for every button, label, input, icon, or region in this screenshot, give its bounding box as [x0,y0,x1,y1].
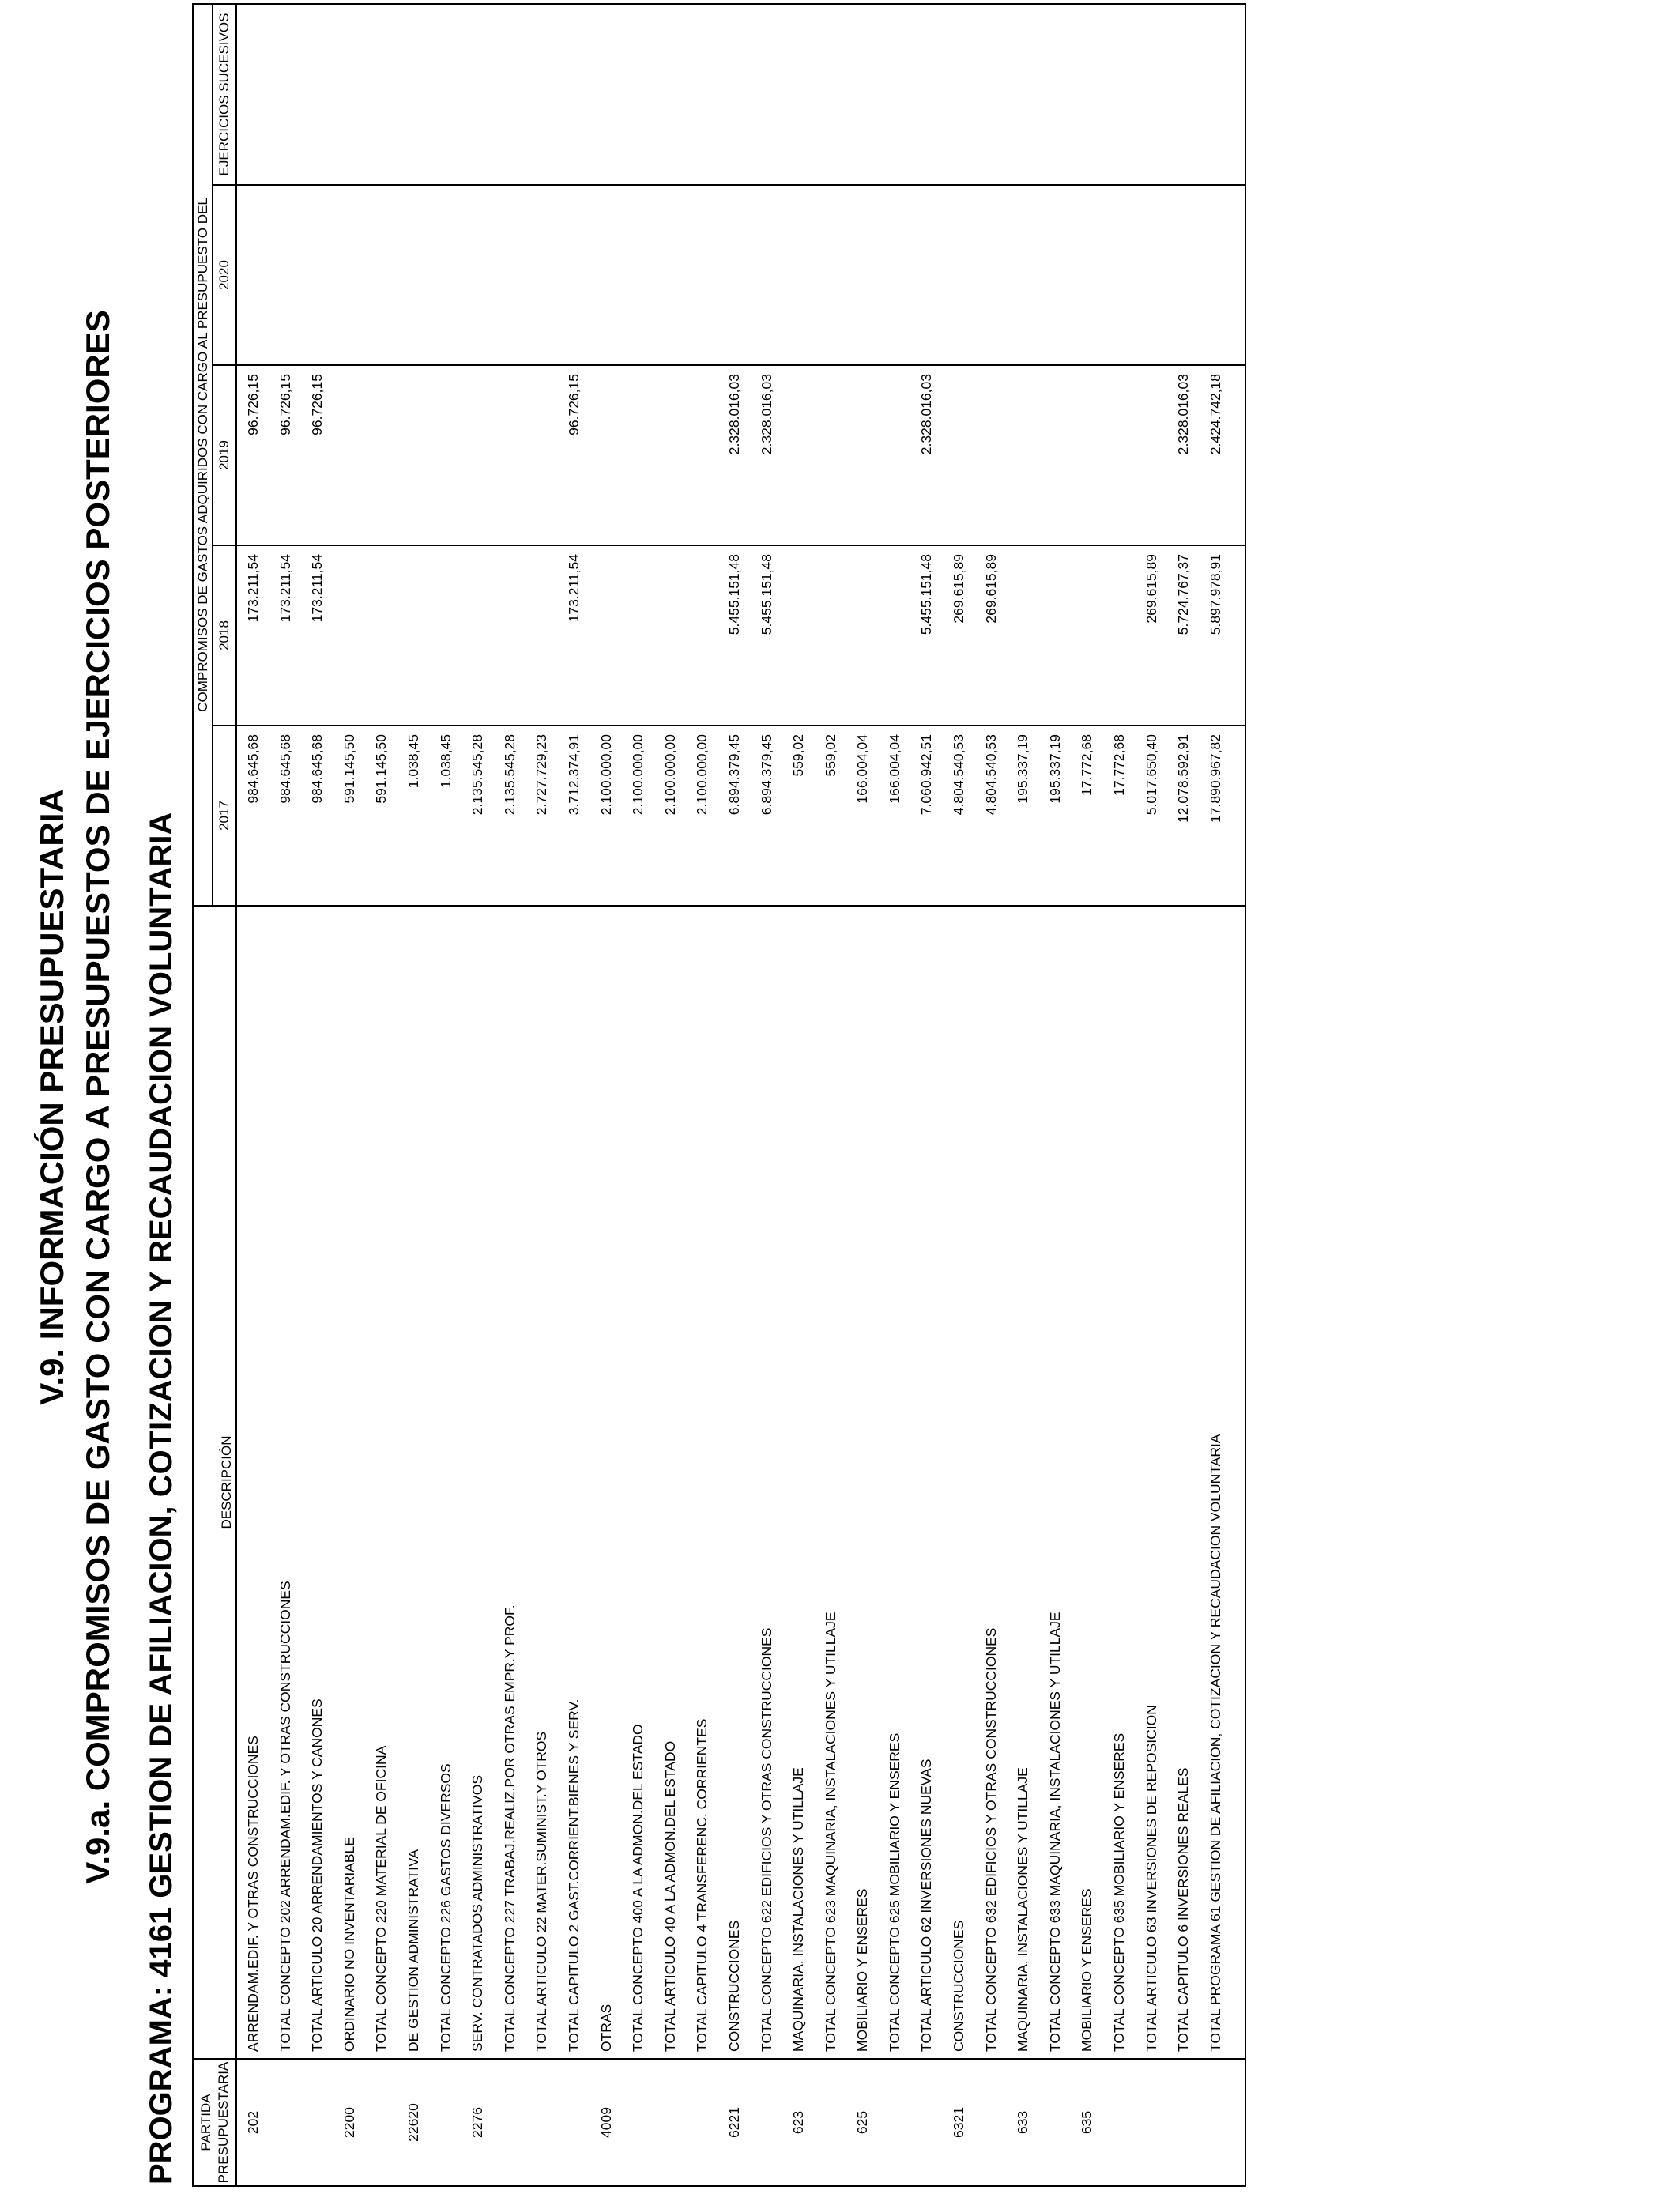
row-description: CONSTRUCCIONES [951,1920,967,2052]
amount-sucesivos [1103,5,1136,184]
amount-sucesivos [654,5,687,184]
amount-sucesivos [430,5,462,184]
partida-code [975,2060,1008,2185]
partida-code [494,2060,526,2185]
partida-code [301,2060,333,2185]
amount-2017: 166.004,04 [886,734,902,804]
amount-2018 [622,546,654,725]
amount-2019 [622,366,654,545]
amount-2018 [1039,546,1072,725]
amount-sucesivos [718,5,751,184]
row-description: TOTAL CONCEPTO 202 ARRENDAM.EDIF. Y OTRAS CONSTRUCCIONES [277,1581,293,2052]
row-description: TOTAL CONCEPTO 227 TRABAJ.REALIZ.POR OTRAS EMPR.Y PROF. [501,1604,518,2052]
amount-sucesivos [943,5,975,184]
column-2020 [236,185,1245,365]
amount-sucesivos [558,5,590,184]
header-year-2019: 2019 [213,365,236,545]
amount-2019 [815,366,847,545]
column-partida [236,2059,1245,2186]
header-year-2018: 2018 [213,545,236,726]
row-description: MAQUINARIA, INSTALACIONES Y UTILLAJE [1015,1767,1031,2052]
partida-code [525,2060,558,2185]
amount-2019 [975,366,1008,545]
amount-sucesivos [975,5,1008,184]
amount-2018 [525,546,558,725]
amount-2018: 5.897.978,91 [1207,554,1223,635]
amount-2019 [654,366,687,545]
row-description: MAQUINARIA, INSTALACIONES Y UTILLAJE [790,1767,807,2052]
row-description: TOTAL CONCEPTO 625 MOBILIARIO Y ENSERES [886,1732,902,2052]
amount-2019: 2.328.016,03 [1175,374,1192,455]
amount-2017: 559,02 [790,734,807,777]
amount-2017: 6.894.379,45 [758,734,774,816]
amount-2017: 4.804.540,53 [982,734,999,816]
amount-sucesivos [365,5,397,184]
partida-code: 22620 [405,2103,421,2142]
partida-code [1136,2060,1168,2185]
amount-2017: 7.060.942,51 [918,734,935,816]
commitments-table [192,3,1246,2187]
amount-2017: 6.894.379,45 [725,734,742,816]
amount-sucesivos [910,5,943,184]
amount-2019 [686,366,718,545]
row-description: TOTAL PROGRAMA 61 GESTION DE AFILIACION, COTIZACION Y RECAUDACION VOLUNTARIA [1207,1434,1223,2052]
row-description: TOTAL CONCEPTO 635 MOBILIARIO Y ENSERES [1111,1732,1128,2052]
amount-2019: 2.328.016,03 [918,374,935,455]
amount-2020 [910,186,943,364]
header-year-2017: 2017 [213,726,236,906]
amount-2020 [1167,186,1200,364]
amount-sucesivos [525,5,558,184]
partida-code [1103,2060,1136,2185]
amount-2018 [1071,546,1103,725]
programa-heading: PROGRAMA: 4161 GESTION DE AFILIACION, COTIZACION Y RECAUDACION VOLUNTARIA [144,812,179,2185]
amount-2019 [782,366,815,545]
column-descripcion [236,906,1245,2059]
row-description: CONSTRUCCIONES [725,1920,742,2052]
partida-code: 635 [1079,2110,1095,2135]
amount-sucesivos [1167,5,1200,184]
amount-2017: 17.772,68 [1111,734,1128,796]
amount-2017: 195.337,19 [1015,734,1031,804]
partida-code [558,2060,590,2185]
amount-2017: 2.100.000,00 [661,734,678,816]
amount-sucesivos [1136,5,1168,184]
amount-2019: 2.328.016,03 [758,374,774,455]
amount-2019 [525,366,558,545]
partida-code: 202 [245,2110,261,2135]
amount-2018 [686,546,718,725]
amount-2017: 2.100.000,00 [630,734,646,816]
amount-2020 [622,186,654,364]
row-description: TOTAL CAPITULO 4 TRANSFERENC. CORRIENTES [694,1718,710,2052]
partida-code: 2276 [469,2107,486,2138]
amount-2019: 96.726,15 [565,374,582,435]
amount-sucesivos [301,5,333,184]
amount-2020 [654,186,687,364]
amount-2018: 269.615,89 [1143,554,1159,624]
partida-code [879,2060,911,2185]
amount-2018 [782,546,815,725]
amount-sucesivos [237,5,269,184]
amount-2018 [590,546,623,725]
amount-2018: 269.615,89 [982,554,999,624]
amount-2019 [1136,366,1168,545]
amount-2019 [1071,366,1103,545]
amount-2018 [1103,546,1136,725]
amount-2018 [879,546,911,725]
amount-2020 [879,186,911,364]
amount-2019: 2.424.742,18 [1207,374,1223,455]
amount-2019: 2.328.016,03 [725,374,742,455]
amount-2019 [1103,366,1136,545]
partida-code [654,2060,687,2185]
partida-code [269,2060,302,2185]
amount-2017: 2.727.729,23 [533,734,550,816]
amount-2017: 591.145,50 [373,734,390,804]
amount-2020 [782,186,815,364]
amount-2017: 195.337,19 [1046,734,1063,804]
amount-2018: 5.455.151,48 [758,554,774,635]
row-description: SERV. CONTRATADOS ADMINISTRATIVOS [469,1774,486,2052]
partida-code [430,2060,462,2185]
amount-2019 [1007,366,1039,545]
column-2018 [236,545,1245,726]
amount-sucesivos [815,5,847,184]
partida-code: 623 [790,2110,807,2135]
amount-2019 [397,366,430,545]
amount-2019 [461,366,494,545]
row-description: TOTAL CAPITULO 2 GAST.CORRIENT.BIENES Y SERV. [565,1698,582,2052]
amount-2017: 984.645,68 [309,734,326,804]
amount-2020 [494,186,526,364]
amount-2020 [1200,186,1232,364]
amount-2018 [333,546,366,725]
partida-code [622,2060,654,2185]
amount-2018 [461,546,494,725]
amount-2019 [430,366,462,545]
amount-2020 [1136,186,1168,364]
header-year-2020: 2020 [213,185,236,365]
amount-2019 [590,366,623,545]
amount-2019: 96.726,15 [245,374,261,435]
header-partida [193,2059,236,2186]
amount-sucesivos [686,5,718,184]
amount-2020 [333,186,366,364]
amount-2017: 17.772,68 [1079,734,1095,796]
amount-sucesivos [1071,5,1103,184]
amount-2018: 5.455.151,48 [918,554,935,635]
amount-sucesivos [751,5,783,184]
amount-2017: 12.078.592,91 [1175,734,1192,823]
amount-2020 [397,186,430,364]
amount-sucesivos [879,5,911,184]
amount-2020 [269,186,302,364]
row-description: TOTAL CONCEPTO 400 A LA ADMON.DEL ESTADO [630,1724,646,2052]
amount-2018 [846,546,879,725]
amount-2020 [1103,186,1136,364]
amount-sucesivos [397,5,430,184]
column-2019 [236,365,1245,545]
amount-2020 [237,186,269,364]
amount-2018: 173.211,54 [565,554,582,623]
amount-2018: 269.615,89 [951,554,967,624]
document-subtitle: V.9.a. COMPROMISOS DE GASTO CON CARGO A PRESUPUESTOS DE EJERCICIOS POSTERIORES [79,310,116,1884]
partida-code [815,2060,847,2185]
amount-2020 [430,186,462,364]
amount-2020 [751,186,783,364]
partida-code [686,2060,718,2185]
amount-2017: 5.017.650,40 [1143,734,1159,816]
amount-2017: 591.145,50 [341,734,357,804]
row-description: TOTAL CONCEPTO 220 MATERIAL DE OFICINA [373,1745,390,2052]
amount-2018 [1007,546,1039,725]
amount-sucesivos [622,5,654,184]
amount-sucesivos [269,5,302,184]
amount-2020 [365,186,397,364]
header-ejercicios-sucesivos: EJERCICIOS SUCESIVOS [213,4,236,185]
amount-sucesivos [461,5,494,184]
amount-2020 [461,186,494,364]
partida-code: 625 [854,2110,871,2135]
amount-2020 [686,186,718,364]
amount-sucesivos [782,5,815,184]
amount-2017: 17.890.967,82 [1207,734,1223,823]
partida-code: 6321 [951,2107,967,2138]
amount-2017: 1.038,45 [437,734,454,789]
amount-2020 [943,186,975,364]
amount-2020 [1071,186,1103,364]
amount-2018 [397,546,430,725]
row-description: MOBILIARIO Y ENSERES [1079,1888,1095,2052]
row-description: DE GESTION ADMINISTRATIVA [405,1849,421,2052]
row-description: OTRAS [597,2004,614,2052]
amount-sucesivos [1200,5,1232,184]
amount-2020 [558,186,590,364]
row-description: TOTAL ARTICULO 63 INVERSIONES DE REPOSICION [1143,1705,1159,2052]
partida-code: 633 [1015,2110,1031,2135]
column-2017 [236,726,1245,906]
amount-2017: 2.100.000,00 [694,734,710,816]
partida-code [1167,2060,1200,2185]
amount-2017: 3.712.374,91 [565,734,582,816]
amount-2020 [718,186,751,364]
row-description: ARRENDAM.EDIF. Y OTRAS CONSTRUCCIONES [245,1736,261,2052]
amount-2020 [1039,186,1072,364]
amount-2020 [590,186,623,364]
amount-sucesivos [1039,5,1072,184]
amount-2018 [430,546,462,725]
amount-2017: 2.100.000,00 [597,734,614,816]
amount-2018: 5.724.767,37 [1175,554,1192,635]
amount-2018 [494,546,526,725]
row-description: ORDINARIO NO INVENTARIABLE [341,1837,357,2052]
amount-2019 [846,366,879,545]
partida-code: 6221 [725,2107,742,2138]
amount-2020 [975,186,1008,364]
header-descripcion: DESCRIPCIÓN [193,906,236,2059]
amount-2019 [494,366,526,545]
amount-2019 [333,366,366,545]
amount-2017: 984.645,68 [245,734,261,804]
amount-2017: 1.038,45 [405,734,421,789]
row-description: TOTAL CONCEPTO 226 GASTOS DIVERSOS [437,1763,454,2052]
amount-2019: 96.726,15 [277,374,293,435]
amount-2020 [846,186,879,364]
amount-2017: 166.004,04 [854,734,871,804]
amount-2017: 2.135.545,28 [469,734,486,816]
row-description: TOTAL CONCEPTO 632 EDIFICIOS Y OTRAS CONSTRUCCIONES [982,1627,999,2052]
amount-2018 [365,546,397,725]
amount-sucesivos [846,5,879,184]
row-description: TOTAL CAPITULO 6 INVERSIONES REALES [1175,1767,1192,2052]
partida-code [1039,2060,1072,2185]
partida-code: 2200 [341,2107,357,2138]
column-sucesivos [236,4,1245,185]
amount-2017: 984.645,68 [277,734,293,804]
amount-2020 [815,186,847,364]
row-description: TOTAL CONCEPTO 623 MAQUINARIA, INSTALACIONES Y UTILLAJE [822,1612,838,2052]
amount-sucesivos [1007,5,1039,184]
row-description: TOTAL ARTICULO 40 A LA ADMON.DEL ESTADO [661,1740,678,2052]
header-group: COMPROMISOS DE GASTOS ADQUIRIDOS CON CARGO AL PRESUPUESTO DEL [193,4,213,906]
amount-2018 [815,546,847,725]
partida-code: 4009 [597,2107,614,2138]
row-description: TOTAL ARTICULO 22 MATER.SUMINIST.Y OTROS [533,1731,550,2052]
header-partida-text: PARTIDA PRESUPUESTARIA [198,2061,231,2184]
partida-code [365,2060,397,2185]
amount-2019: 96.726,15 [309,374,326,435]
row-description: TOTAL ARTICULO 62 INVERSIONES NUEVAS [918,1759,935,2052]
amount-2017: 559,02 [822,734,838,777]
row-description: MOBILIARIO Y ENSERES [854,1888,871,2052]
amount-2018: 173.211,54 [309,554,326,623]
row-description: TOTAL CONCEPTO 622 EDIFICIOS Y OTRAS CONSTRUCCIONES [758,1627,774,2052]
amount-2020 [525,186,558,364]
amount-sucesivos [590,5,623,184]
amount-2019 [943,366,975,545]
row-description: TOTAL ARTICULO 20 ARRENDAMIENTOS Y CANONES [309,1698,326,2052]
amount-2018: 173.211,54 [277,554,293,623]
amount-2018: 173.211,54 [245,554,261,623]
amount-2020 [301,186,333,364]
partida-code [751,2060,783,2185]
amount-2019 [1039,366,1072,545]
row-description: TOTAL CONCEPTO 633 MAQUINARIA, INSTALACIONES Y UTILLAJE [1046,1612,1063,2052]
amount-sucesivos [333,5,366,184]
amount-2018: 5.455.151,48 [725,554,742,635]
amount-2019 [879,366,911,545]
amount-sucesivos [494,5,526,184]
amount-2020 [1007,186,1039,364]
amount-2019 [365,366,397,545]
amount-2017: 2.135.545,28 [501,734,518,816]
document-title: V.9. INFORMACIÓN PRESUPUESTARIA [33,789,70,1405]
partida-code [1200,2060,1232,2185]
amount-2017: 4.804.540,53 [951,734,967,816]
amount-2018 [654,546,687,725]
partida-code [910,2060,943,2185]
